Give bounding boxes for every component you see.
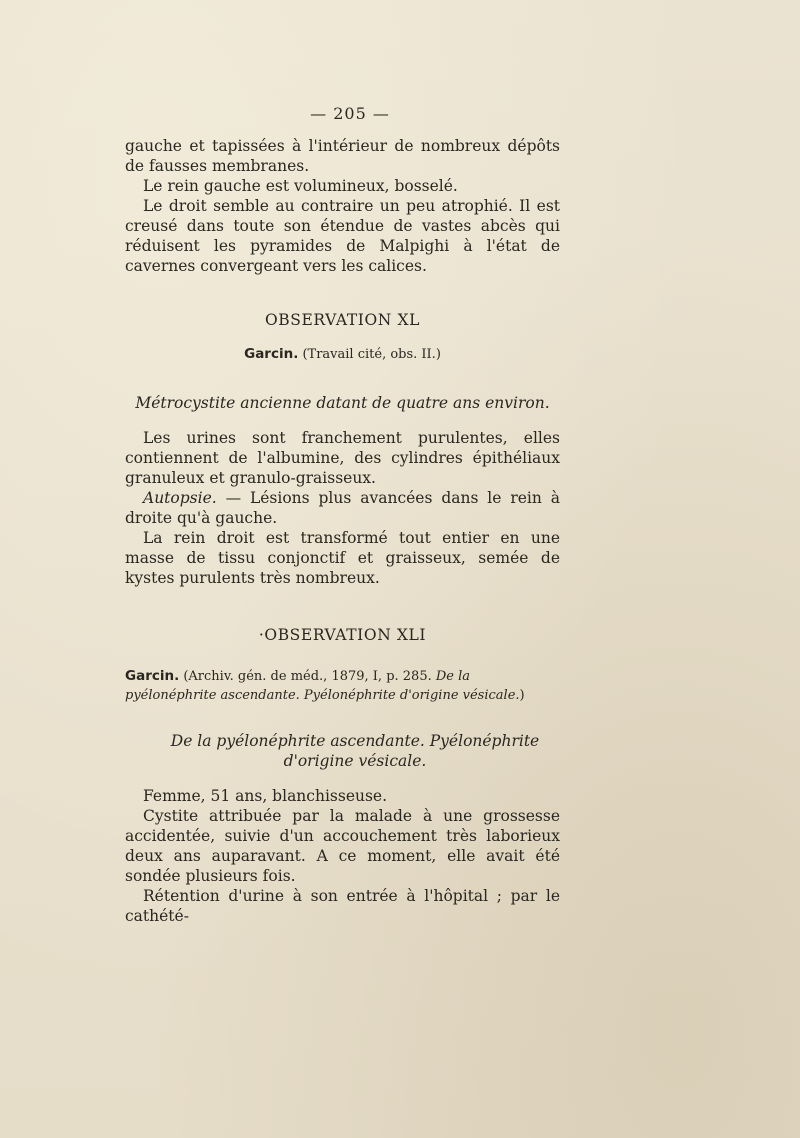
observation-41-author: Garcin.: [125, 668, 180, 684]
observation-41-paragraph-3: Rétention d'urine à son entrée à l'hôpital ; par le cathété-: [125, 887, 560, 925]
autopsie-text: — Lésions plus avancées dans le rein à droite qu'à gauche.: [125, 489, 560, 527]
observation-40-author: Garcin.: [244, 346, 299, 362]
page-number: — 205 —: [310, 104, 390, 123]
observation-40-body: [125, 428, 560, 588]
observation-40-subtitle: Métrocystite ancienne datant de quatre ans environ.: [135, 394, 550, 412]
observation-41-paragraph-1: Femme, 51 ans, blanchisseuse.: [143, 787, 388, 805]
autopsie-label: Autopsie.: [143, 489, 217, 507]
observation-41-subtitle: De la pyélonéphrite ascendante. Pyélonéphrite d'origine vésicale.: [170, 732, 540, 770]
observation-41-heading: ·OBSERVATION XLI: [258, 626, 427, 644]
observation-40-paragraph-1: Les urines sont franchement purulentes, elles contiennent de l'albumine, des cylindres épithéliaux granuleux et granulo-graisseux.: [125, 429, 560, 487]
observation-40-paragraph-3: La rein droit est transformé tout entier en une masse de tissu conjonctif et graisseux, semée de kystes purulents très nombreux.: [125, 529, 560, 587]
intro-text: [125, 136, 560, 276]
observation-40-reference: (Travail cité, obs. II.): [298, 347, 441, 362]
intro-paragraph-3: Le droit semble au contraire un peu atrophié. Il est creusé dans toute son étendue de vastes abcès qui réduisent les pyramides de Malpighi à l'état de cavernes convergeant vers les calices.: [125, 197, 560, 275]
observation-41-reference: (Archiv. gén. de méd., 1879, I, p. 285.: [179, 669, 436, 684]
observation-41-paragraph-2: Cystite attribuée par la malade à une grossesse accidentée, suivie d'un accouchement très laborieux deux ans auparavant. A ce moment, elle avait été sondée plusieurs fois.: [125, 807, 560, 885]
observation-41-reference-title: De la pyélonéphrite ascendante. Pyélonéphrite d'origine vésicale.: [125, 669, 520, 703]
observation-40-source: [125, 345, 560, 364]
intro-paragraph-1: gauche et tapissées à l'intérieur de nombreux dépôts de fausses membranes.: [125, 137, 560, 175]
intro-paragraph-2: Le rein gauche est volumineux, bosselé.: [143, 177, 458, 195]
observation-40-paragraph-2: [125, 488, 560, 528]
observation-41-body: [125, 786, 560, 926]
observation-41-source: [125, 667, 560, 705]
observation-40-heading: OBSERVATION XL: [264, 311, 421, 329]
observation-41-reference-close: ): [519, 688, 525, 703]
